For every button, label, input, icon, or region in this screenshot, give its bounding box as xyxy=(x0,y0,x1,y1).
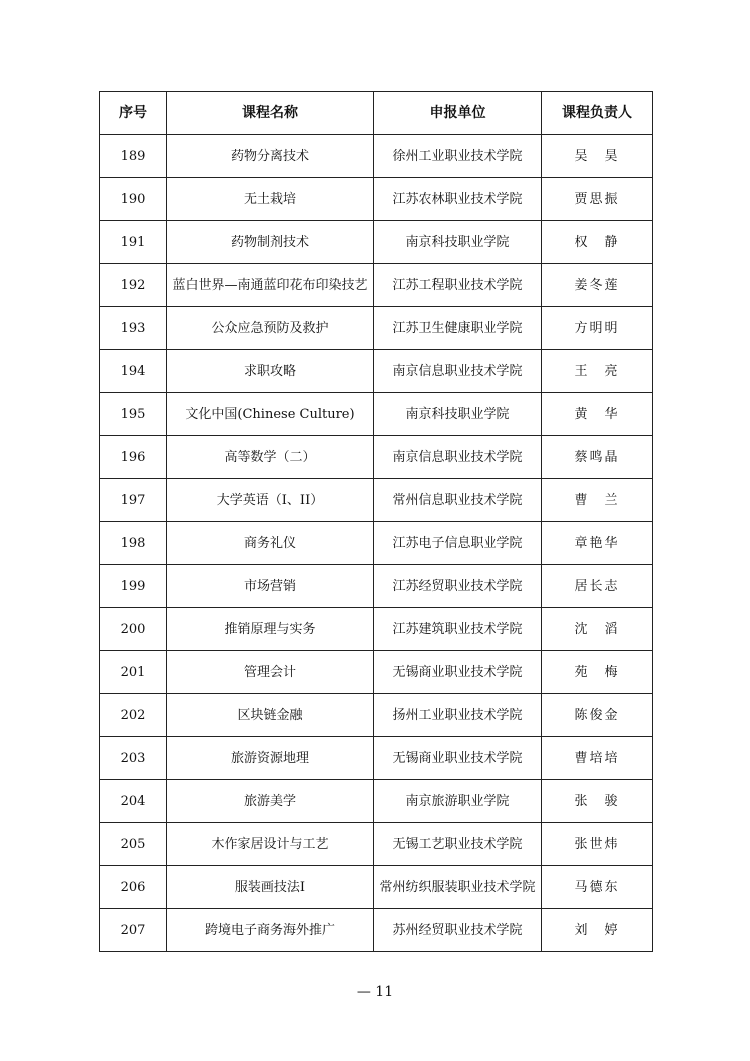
cell-course-name: 高等数学（二） xyxy=(167,436,374,479)
cell-course-name: 商务礼仪 xyxy=(167,522,374,565)
header-course-name: 课程名称 xyxy=(167,92,374,135)
cell-course-name: 旅游美学 xyxy=(167,780,374,823)
table-row xyxy=(100,780,653,823)
cell-applying-unit: 江苏电子信息职业学院 xyxy=(374,522,542,565)
cell-course-lead: 沈 滔 xyxy=(542,608,653,651)
cell-applying-unit: 南京科技职业学院 xyxy=(374,221,542,264)
cell-course-name: 推销原理与实务 xyxy=(167,608,374,651)
cell-course-lead: 居长志 xyxy=(542,565,653,608)
header-applying-unit: 申报单位 xyxy=(374,92,542,135)
cell-applying-unit: 江苏经贸职业技术学院 xyxy=(374,565,542,608)
table-header xyxy=(100,92,653,135)
cell-course-lead: 吴 昊 xyxy=(542,135,653,178)
cell-serial-number: 207 xyxy=(100,909,167,952)
cell-course-name: 无土栽培 xyxy=(167,178,374,221)
cell-serial-number: 199 xyxy=(100,565,167,608)
cell-applying-unit: 南京旅游职业学院 xyxy=(374,780,542,823)
cell-course-name: 服装画技法I xyxy=(167,866,374,909)
cell-serial-number: 204 xyxy=(100,780,167,823)
cell-applying-unit: 常州信息职业技术学院 xyxy=(374,479,542,522)
page-number: — 11 xyxy=(356,984,394,1000)
table-row xyxy=(100,393,653,436)
cell-serial-number: 206 xyxy=(100,866,167,909)
cell-serial-number: 201 xyxy=(100,651,167,694)
cell-serial-number: 195 xyxy=(100,393,167,436)
header-serial-number: 序号 xyxy=(100,92,167,135)
cell-applying-unit: 无锡商业职业技术学院 xyxy=(374,651,542,694)
table-row xyxy=(100,264,653,307)
cell-serial-number: 200 xyxy=(100,608,167,651)
cell-course-lead: 姜冬莲 xyxy=(542,264,653,307)
cell-course-name: 旅游资源地理 xyxy=(167,737,374,780)
table-row xyxy=(100,350,653,393)
cell-course-lead: 王 亮 xyxy=(542,350,653,393)
table-row xyxy=(100,522,653,565)
cell-course-name: 药物分离技术 xyxy=(167,135,374,178)
table-row xyxy=(100,909,653,952)
table-row xyxy=(100,608,653,651)
cell-course-name: 管理会计 xyxy=(167,651,374,694)
header-course-lead: 课程负责人 xyxy=(542,92,653,135)
cell-course-name: 蓝白世界—南通蓝印花布印染技艺 xyxy=(167,264,374,307)
cell-serial-number: 192 xyxy=(100,264,167,307)
cell-course-lead: 方明明 xyxy=(542,307,653,350)
table-row xyxy=(100,737,653,780)
cell-applying-unit: 江苏卫生健康职业学院 xyxy=(374,307,542,350)
cell-course-lead: 张世炜 xyxy=(542,823,653,866)
cell-applying-unit: 无锡工艺职业技术学院 xyxy=(374,823,542,866)
cell-serial-number: 191 xyxy=(100,221,167,264)
cell-course-lead: 权 静 xyxy=(542,221,653,264)
table-row xyxy=(100,135,653,178)
table-row xyxy=(100,565,653,608)
table-row xyxy=(100,694,653,737)
cell-applying-unit: 苏州经贸职业技术学院 xyxy=(374,909,542,952)
cell-course-lead: 曹培培 xyxy=(542,737,653,780)
cell-course-lead: 黄 华 xyxy=(542,393,653,436)
cell-applying-unit: 江苏工程职业技术学院 xyxy=(374,264,542,307)
cell-course-lead: 蔡鸣晶 xyxy=(542,436,653,479)
cell-course-name: 求职攻略 xyxy=(167,350,374,393)
table-row xyxy=(100,651,653,694)
cell-serial-number: 202 xyxy=(100,694,167,737)
table-row xyxy=(100,178,653,221)
cell-course-name: 跨境电子商务海外推广 xyxy=(167,909,374,952)
cell-course-name: 木作家居设计与工艺 xyxy=(167,823,374,866)
cell-applying-unit: 江苏建筑职业技术学院 xyxy=(374,608,542,651)
cell-serial-number: 198 xyxy=(100,522,167,565)
cell-course-lead: 贾思振 xyxy=(542,178,653,221)
cell-course-name: 区块链金融 xyxy=(167,694,374,737)
cell-course-name: 药物制剂技术 xyxy=(167,221,374,264)
cell-serial-number: 197 xyxy=(100,479,167,522)
cell-applying-unit: 南京信息职业技术学院 xyxy=(374,350,542,393)
cell-applying-unit: 南京科技职业学院 xyxy=(374,393,542,436)
cell-course-lead: 刘 婷 xyxy=(542,909,653,952)
table-row xyxy=(100,823,653,866)
table-row xyxy=(100,436,653,479)
cell-course-name: 文化中国(Chinese Culture) xyxy=(167,393,374,436)
table-body xyxy=(100,135,653,952)
table-row xyxy=(100,221,653,264)
cell-applying-unit: 扬州工业职业技术学院 xyxy=(374,694,542,737)
cell-course-name: 市场营销 xyxy=(167,565,374,608)
table-row xyxy=(100,307,653,350)
cell-applying-unit: 徐州工业职业技术学院 xyxy=(374,135,542,178)
cell-applying-unit: 常州纺织服装职业技术学院 xyxy=(374,866,542,909)
cell-serial-number: 196 xyxy=(100,436,167,479)
cell-serial-number: 203 xyxy=(100,737,167,780)
cell-serial-number: 189 xyxy=(100,135,167,178)
course-table xyxy=(99,91,653,952)
cell-applying-unit: 无锡商业职业技术学院 xyxy=(374,737,542,780)
cell-course-name: 公众应急预防及救护 xyxy=(167,307,374,350)
cell-serial-number: 194 xyxy=(100,350,167,393)
table-row xyxy=(100,866,653,909)
cell-course-lead: 章艳华 xyxy=(542,522,653,565)
cell-serial-number: 193 xyxy=(100,307,167,350)
cell-course-lead: 苑 梅 xyxy=(542,651,653,694)
cell-course-lead: 马德东 xyxy=(542,866,653,909)
cell-serial-number: 205 xyxy=(100,823,167,866)
cell-course-name: 大学英语（I、II） xyxy=(167,479,374,522)
header-row xyxy=(100,92,653,135)
cell-applying-unit: 南京信息职业技术学院 xyxy=(374,436,542,479)
cell-course-lead: 陈俊金 xyxy=(542,694,653,737)
cell-applying-unit: 江苏农林职业技术学院 xyxy=(374,178,542,221)
cell-course-lead: 张 骏 xyxy=(542,780,653,823)
table-row xyxy=(100,479,653,522)
cell-serial-number: 190 xyxy=(100,178,167,221)
cell-course-lead: 曹 兰 xyxy=(542,479,653,522)
